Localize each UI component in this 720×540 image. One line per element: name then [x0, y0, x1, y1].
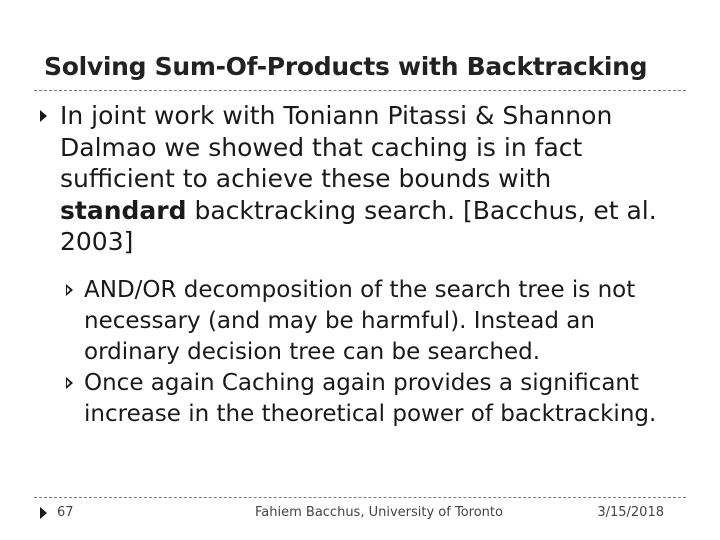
sub-bullet-2: Once again Caching again provides a significant increase in the theoretical power of backtracking. [84, 370, 657, 427]
sub-bullet-1: AND/OR decomposition of the search tree is not necessary (and may be harmful). Instead an ordinary decision tree can be searched. [84, 277, 636, 365]
footer-date: 3/15/2018 [597, 505, 664, 520]
footer-author: Fahiem Bacchus, University of Toronto [255, 505, 503, 520]
title-divider [34, 90, 686, 91]
sub-bullet-arrow-icon [66, 377, 73, 389]
footer-divider [34, 497, 686, 498]
main-bullet-emphasis: standard [60, 195, 187, 225]
main-bullet-after: backtracking search. [Bacchus, et al. 2003] [60, 195, 657, 256]
slide-title: Solving Sum-Of-Products with Backtracking [44, 52, 648, 81]
page-number: 67 [57, 505, 74, 520]
sub-bullet-arrow-icon [66, 284, 73, 296]
footer-arrow-icon [40, 507, 47, 519]
main-bullet-before: In joint work with Toniann Pitassi & Shannon Dalmao we showed that caching is in fact sufficient to achieve these bounds with [60, 101, 613, 193]
bullet-arrow-icon [40, 110, 47, 122]
main-bullet-text [60, 100, 670, 258]
